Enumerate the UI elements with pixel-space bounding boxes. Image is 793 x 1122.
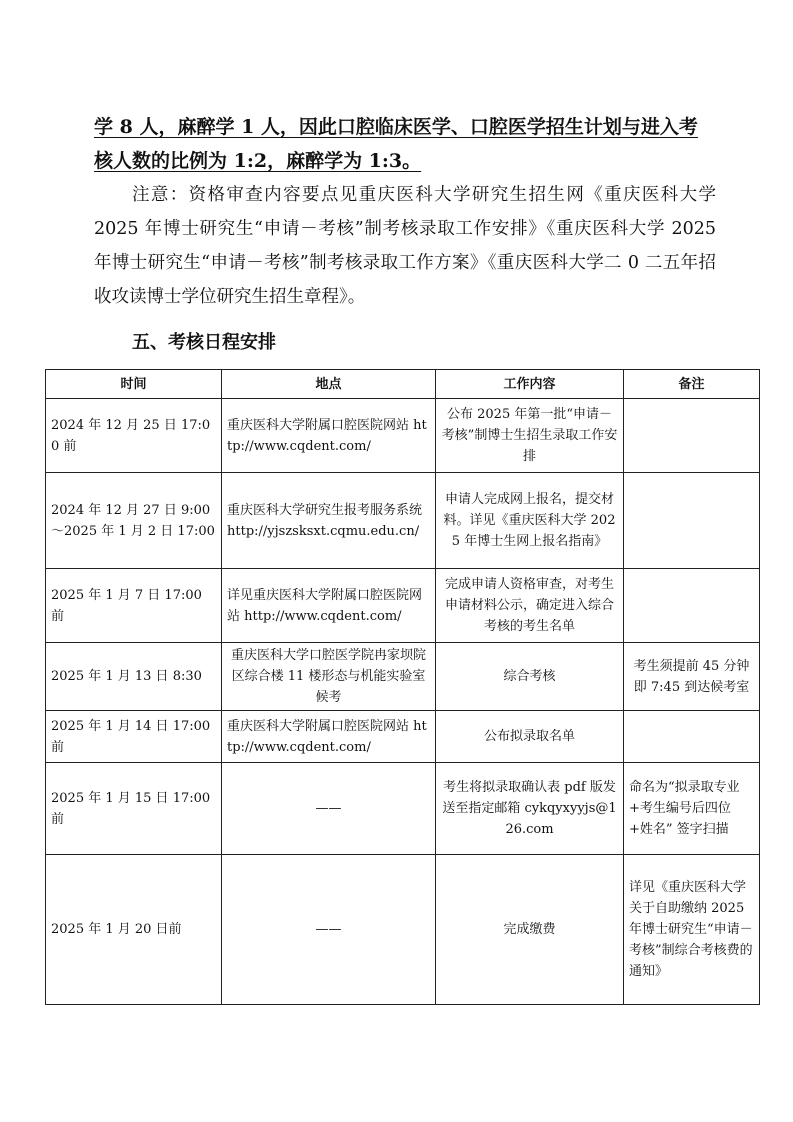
cell-work: 完成申请人资格审查，对考生申请材料公示，确定进入综合考核的考生名单 bbox=[436, 569, 624, 643]
table-row bbox=[46, 763, 760, 855]
cell-time: 2025 年 1 月 7 日 17:00 前 bbox=[46, 569, 222, 643]
cell-work: 公布 2025 年第一批“申请－考核”制博士生招生录取工作安排 bbox=[436, 399, 624, 473]
table-row bbox=[46, 643, 760, 711]
table-row bbox=[46, 569, 760, 643]
cell-note bbox=[624, 569, 760, 643]
notice-text: 注意：资格审查内容要点见重庆医科大学研究生招生网《重庆医科大学 2025 年博士研究生“申请－考核”制考核录取工作安排》《重庆医科大学 2025 年博士研究生“申请－考核”制考核录取工作方案》《重庆医科大学二 0 二五年招收攻读博士学位研究生招生章程》。 bbox=[94, 185, 716, 307]
table-row bbox=[46, 399, 760, 473]
cell-time: 2024 年 12 月 27 日 9:00～2025 年 1 月 2 日 17:00 bbox=[46, 473, 222, 569]
table-row bbox=[46, 711, 760, 763]
cell-note: 详见《重庆医科大学关于自助缴纳 2025 年博士研究生“申请－考核”制综合考核费的通知》 bbox=[624, 855, 760, 1005]
cell-note: 考生须提前 45 分钟即 7:45 到达候考室 bbox=[624, 643, 760, 711]
cell-place: 重庆医科大学研究生报考服务系统 http://yjszsksxt.cqmu.edu.cn/ bbox=[222, 473, 436, 569]
header-note: 备注 bbox=[624, 370, 760, 399]
notice-paragraph bbox=[94, 178, 716, 314]
cell-work: 综合考核 bbox=[436, 643, 624, 711]
table-row bbox=[46, 855, 760, 1005]
cell-work: 完成缴费 bbox=[436, 855, 624, 1005]
section-heading: 五、考核日程安排 bbox=[132, 332, 276, 353]
cell-place: —— bbox=[222, 763, 436, 855]
cell-place: 重庆医科大学附属口腔医院网站 http://www.cqdent.com/ bbox=[222, 711, 436, 763]
cell-place: 详见重庆医科大学附属口腔医院网站 http://www.cqdent.com/ bbox=[222, 569, 436, 643]
cell-work: 考生将拟录取确认表 pdf 版发送至指定邮箱 cykqyxyyjs@126.com bbox=[436, 763, 624, 855]
schedule-table bbox=[45, 369, 760, 1005]
cell-place: 重庆医科大学口腔医学院冉家坝院区综合楼 11 楼形态与机能实验室候考 bbox=[222, 643, 436, 711]
cell-time: 2024 年 12 月 25 日 17:00 前 bbox=[46, 399, 222, 473]
cell-place: 重庆医科大学附属口腔医院网站 http://www.cqdent.com/ bbox=[222, 399, 436, 473]
cell-work: 申请人完成网上报名，提交材料。详见《重庆医科大学 2025 年博士生网上报名指南》 bbox=[436, 473, 624, 569]
cell-place: —— bbox=[222, 855, 436, 1005]
cell-note bbox=[624, 473, 760, 569]
cell-time: 2025 年 1 月 14 日 17:00 前 bbox=[46, 711, 222, 763]
cell-time: 2025 年 1 月 15 日 17:00 前 bbox=[46, 763, 222, 855]
cell-work: 公布拟录取名单 bbox=[436, 711, 624, 763]
header-place: 地点 bbox=[222, 370, 436, 399]
cell-time: 2025 年 1 月 13 日 8:30 bbox=[46, 643, 222, 711]
cell-note: 命名为“拟录取专业+考生编号后四位+姓名” 签字扫描 bbox=[624, 763, 760, 855]
header-work: 工作内容 bbox=[436, 370, 624, 399]
header-time: 时间 bbox=[46, 370, 222, 399]
cell-note bbox=[624, 711, 760, 763]
intro-bold-paragraph: 学 8 人，麻醉学 1 人，因此口腔临床医学、口腔医学招生计划与进入考核人数的比例为 1:2，麻醉学为 1:3。 bbox=[94, 116, 698, 172]
cell-note bbox=[624, 399, 760, 473]
table-header-row bbox=[46, 370, 760, 399]
cell-time: 2025 年 1 月 20 日前 bbox=[46, 855, 222, 1005]
table-row bbox=[46, 473, 760, 569]
